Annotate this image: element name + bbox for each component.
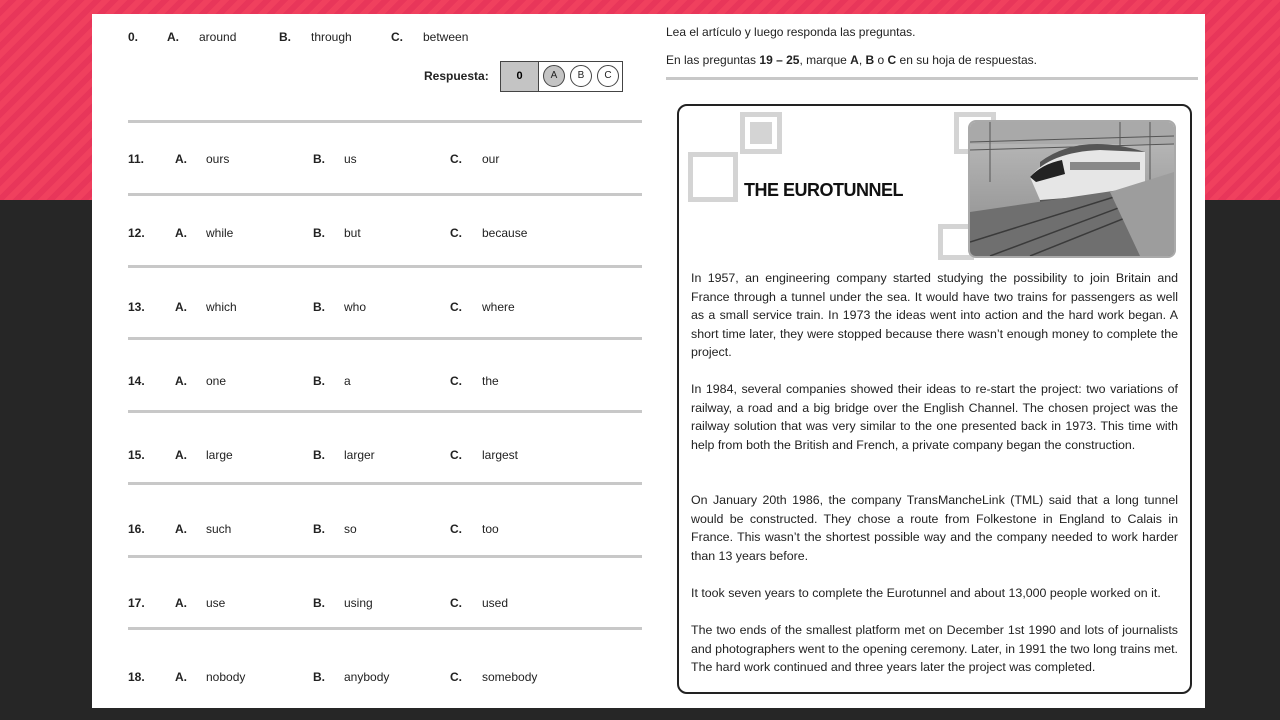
option-a-text: one bbox=[206, 374, 227, 388]
example-number: 0. bbox=[128, 30, 139, 44]
answer-box bbox=[500, 61, 623, 92]
instr-text: en su hoja de respuestas. bbox=[896, 53, 1037, 67]
divider bbox=[128, 193, 642, 196]
worksheet-page bbox=[92, 14, 1205, 708]
option-c-text: largest bbox=[482, 448, 519, 462]
option-c-text: where bbox=[482, 300, 515, 314]
question-row bbox=[128, 448, 642, 468]
option-b-text: so bbox=[344, 522, 357, 536]
option-a-letter: A. bbox=[175, 152, 187, 166]
option-a-letter: A. bbox=[175, 300, 187, 314]
instr-letter-c: C bbox=[887, 53, 897, 67]
option-a-letter: A. bbox=[175, 374, 187, 388]
option-c-letter: C. bbox=[450, 152, 462, 166]
option-b-letter: B. bbox=[313, 152, 325, 166]
article-paragraph: It took seven years to complete the Eurotunnel and about 13,000 people worked on it. bbox=[691, 586, 1161, 600]
option-c-letter: C. bbox=[450, 226, 462, 240]
divider bbox=[128, 410, 642, 413]
option-c-letter: C. bbox=[450, 596, 462, 610]
question-row bbox=[128, 226, 642, 246]
example-b-letter: B. bbox=[279, 30, 291, 44]
option-b-text: larger bbox=[344, 448, 375, 462]
option-c-text: our bbox=[482, 152, 500, 166]
option-a-text: nobody bbox=[206, 670, 246, 684]
option-b-letter: B. bbox=[313, 448, 325, 462]
divider bbox=[128, 482, 642, 485]
option-b-text: a bbox=[344, 374, 351, 388]
option-a-text: while bbox=[206, 226, 234, 240]
divider bbox=[128, 627, 642, 630]
article-paragraph: On January 20th 1986, the company TransMancheLink (TML) said that a long tunnel would be constructed. They chose a route from Folkestone in England to Calais in France. This wasn’t the shortest possible way and the company needed to work harder than 13 years before. bbox=[691, 493, 1178, 563]
question-number: 13. bbox=[128, 300, 145, 314]
decorative-square bbox=[688, 152, 738, 202]
option-c-text: too bbox=[482, 522, 499, 536]
example-b-text: through bbox=[311, 30, 352, 44]
option-c-text: because bbox=[482, 226, 528, 240]
divider bbox=[128, 265, 642, 268]
question-number: 12. bbox=[128, 226, 145, 240]
decorative-square bbox=[750, 122, 772, 144]
option-b-text: using bbox=[344, 596, 373, 610]
question-row bbox=[128, 152, 642, 172]
question-row bbox=[128, 596, 642, 616]
option-c-letter: C. bbox=[450, 670, 462, 684]
answer-bubble-a[interactable]: A bbox=[543, 65, 565, 87]
option-b-text: who bbox=[344, 300, 367, 314]
option-c-text: the bbox=[482, 374, 499, 388]
train-photo-icon bbox=[970, 122, 1174, 256]
instr-text: , bbox=[858, 53, 866, 67]
answer-bubble-b[interactable]: B bbox=[570, 65, 592, 87]
instructions-divider bbox=[666, 77, 1198, 80]
option-b-letter: B. bbox=[313, 522, 325, 536]
example-a-letter: A. bbox=[167, 30, 179, 44]
question-number: 16. bbox=[128, 522, 145, 536]
option-a-text: use bbox=[206, 596, 226, 610]
option-c-text: somebody bbox=[482, 670, 538, 684]
option-a-text: large bbox=[206, 448, 233, 462]
option-b-letter: B. bbox=[313, 670, 325, 684]
option-a-letter: A. bbox=[175, 226, 187, 240]
option-a-text: ours bbox=[206, 152, 230, 166]
option-b-text: us bbox=[344, 152, 357, 166]
instr-letter-a: A bbox=[850, 53, 859, 67]
option-c-letter: C. bbox=[450, 448, 462, 462]
instr-range: 19 – 25 bbox=[759, 53, 800, 67]
question-number: 15. bbox=[128, 448, 145, 462]
question-number: 18. bbox=[128, 670, 145, 684]
option-c-letter: C. bbox=[450, 374, 462, 388]
option-b-letter: B. bbox=[313, 226, 325, 240]
example-c-letter: C. bbox=[391, 30, 403, 44]
instructions-line-1: Lea el artículo y luego responda las preguntas. bbox=[666, 25, 916, 39]
option-b-text: anybody bbox=[344, 670, 390, 684]
answer-number: 0 bbox=[501, 62, 539, 91]
question-number: 14. bbox=[128, 374, 145, 388]
option-c-text: used bbox=[482, 596, 509, 610]
example-row bbox=[128, 30, 642, 50]
option-c-letter: C. bbox=[450, 522, 462, 536]
instr-letter-b: B bbox=[865, 53, 875, 67]
question-row bbox=[128, 300, 642, 320]
example-a-text: around bbox=[199, 30, 237, 44]
option-b-text: but bbox=[344, 226, 361, 240]
option-a-text: which bbox=[206, 300, 237, 314]
divider bbox=[128, 337, 642, 340]
option-a-letter: A. bbox=[175, 448, 187, 462]
article-paragraph: In 1957, an engineering company started studying the possibility to join Britain and France through a tunnel under the sea. It would have two trains for passengers as well as a small service train. In 1973 the ideas went into action and the hard work began. A short time later, they were stopped because there wasn’t enough money to complete the project. bbox=[691, 271, 1178, 359]
train-photo bbox=[968, 120, 1176, 258]
instr-text: o bbox=[874, 53, 888, 67]
article-paragraph: In 1984, several companies showed their ideas to re-start the project: two variations of railway, a road and a big bridge over the English Channel. The chosen project was the railway solution that was very similar to the one presented back in 1973. This time with help from both the British and French, a private company began the construction. bbox=[691, 382, 1178, 452]
article-paragraph: The two ends of the smallest platform met on December 1st 1990 and lots of journalists and photographers went to the opening ceremony. Later, in 1991 the two long trains met. The hard work continued and three years later the project was completed. bbox=[691, 623, 1178, 674]
option-a-text: such bbox=[206, 522, 232, 536]
divider bbox=[128, 555, 642, 558]
divider bbox=[128, 120, 642, 123]
instr-text: , marque bbox=[799, 53, 851, 67]
option-a-letter: A. bbox=[175, 596, 187, 610]
answer-bubble-c[interactable]: C bbox=[597, 65, 619, 87]
option-b-letter: B. bbox=[313, 596, 325, 610]
article-title: THE EUROTUNNEL bbox=[744, 180, 903, 200]
option-a-letter: A. bbox=[175, 522, 187, 536]
option-b-letter: B. bbox=[313, 300, 325, 314]
example-c-text: between bbox=[423, 30, 469, 44]
instructions-line-2 bbox=[666, 53, 1037, 67]
option-a-letter: A. bbox=[175, 670, 187, 684]
question-number: 17. bbox=[128, 596, 145, 610]
option-c-letter: C. bbox=[450, 300, 462, 314]
option-b-letter: B. bbox=[313, 374, 325, 388]
answer-label: Respuesta: bbox=[424, 69, 489, 83]
question-row bbox=[128, 670, 642, 690]
question-number: 11. bbox=[128, 152, 145, 166]
question-row bbox=[128, 522, 642, 542]
instr-text: En las preguntas bbox=[666, 53, 760, 67]
question-row bbox=[128, 374, 642, 394]
